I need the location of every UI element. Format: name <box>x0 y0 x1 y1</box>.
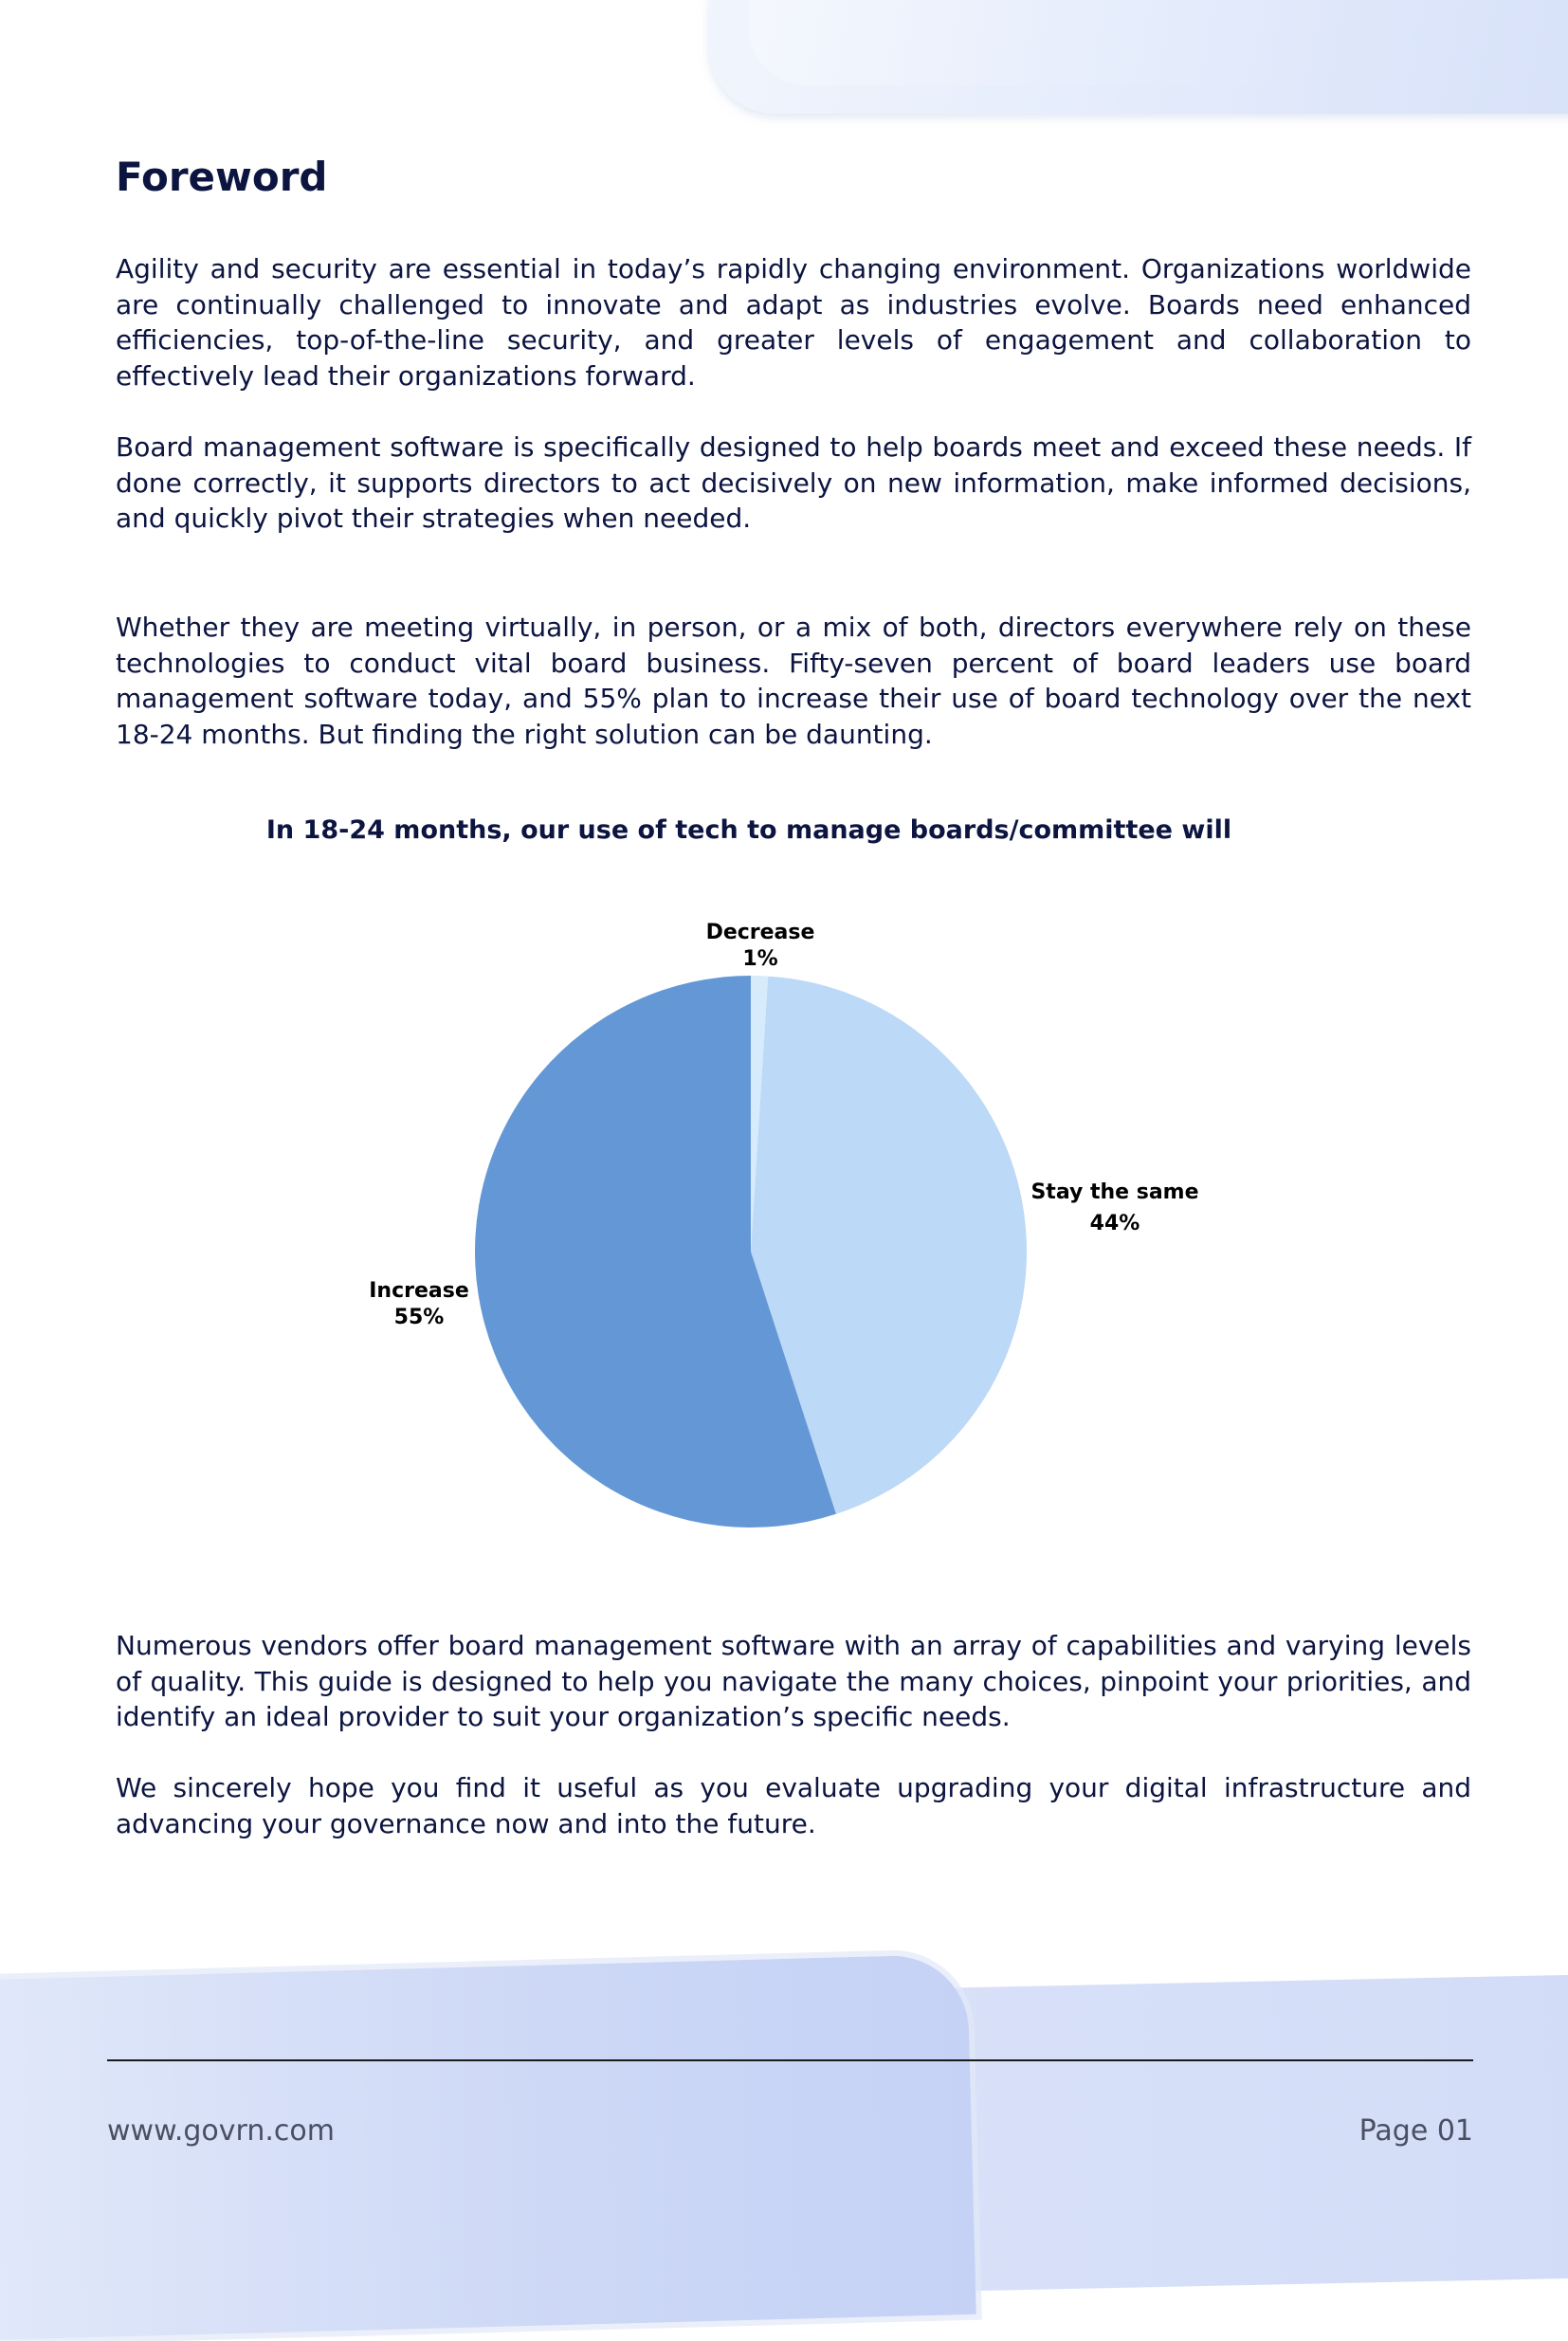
chart-title: In 18-24 months, our use of tech to manage boards/committee will <box>265 815 1232 845</box>
paragraph-vendors: Numerous vendors offer board management software with an array of capabilities and varying levels of quality. This guide is designed to help you navigate the many choices, pinpoint your priorities, and identify an ideal provider to suit your organization’s specific needs. <box>116 1630 1471 1732</box>
page-title: Foreword <box>116 154 328 200</box>
page-number: Page 01 <box>1358 2114 1473 2148</box>
label-stay-value: 44% <box>1089 1212 1140 1235</box>
label-increase-name: Increase <box>369 1279 469 1303</box>
paragraph-software: Board management software is specifically designed to help boards meet and exceed these needs. If done correctly, it supports directors to act decisively on new information, make informed decisions, and quickly pivot their strategies when needed. <box>116 431 1471 534</box>
paragraph-directors: Whether they are meeting virtually, in person, or a mix of both, directors everywhere rely on these technologies to conduct vital board business. Fifty-seven percent of board leaders use board management software today, and 55% plan to increase their use of board technology over the next 18-24 months. But finding the right solution can be daunting. <box>116 612 1471 750</box>
footer-divider <box>107 2059 1473 2061</box>
paragraph-closing: We sincerely hope you find it useful as you evaluate upgrading your digital infrastructure and advancing your governance now and into the future. <box>116 1772 1471 1839</box>
label-decrease-name: Decrease <box>705 921 815 944</box>
label-decrease-value: 1% <box>742 947 778 971</box>
label-increase-value: 55% <box>393 1306 445 1329</box>
paragraph-intro: Agility and security are essential in today’s rapidly changing environment. Organizations worldwide are continually challenged to innovate and adapt as industries evolve. Boards need enhanced efficiencies, top-of-the-line security, and greater levels of engagement and collaboration to effectively lead their organizations forward. <box>116 253 1471 392</box>
footer-url: www.govrn.com <box>107 2114 335 2148</box>
label-stay-name: Stay the same <box>1030 1180 1199 1204</box>
